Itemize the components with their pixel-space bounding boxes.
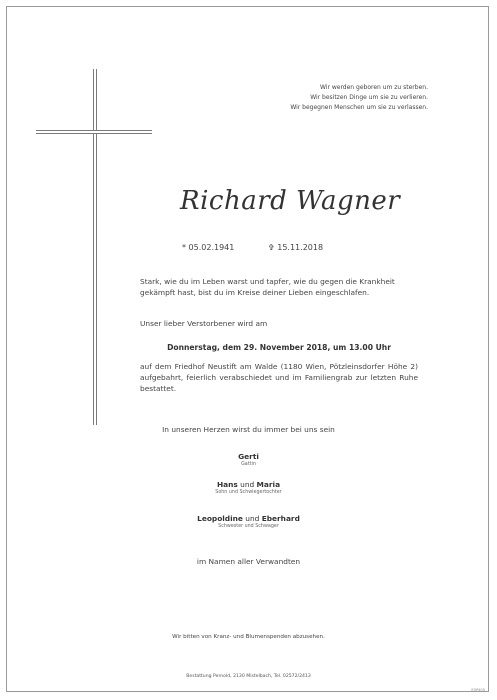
family-member-names [0, 452, 497, 461]
cross-vertical-bar [93, 69, 97, 425]
family-member [0, 514, 497, 529]
family-member-names [0, 514, 497, 523]
burial-details: auf dem Friedhof Neustift am Walde (1180 Wien, Pötzleinsdorfer Höhe 2) aufgebahrt, feierlich verabschiedet und im Familiengrab zur letzten Ruhe bestattet. [140, 362, 418, 393]
verse-line: Wir werden geboren um zu sterben. [320, 84, 428, 91]
family-connector: und [242, 514, 262, 523]
announcement-intro: Unser lieber Verstorbener wird am [140, 319, 268, 328]
family-member-name: Hans [216, 480, 238, 489]
verse-block [290, 83, 428, 113]
death-date: ✞ 15.11.2018 [268, 243, 324, 252]
verse-line: Wir besitzen Dinge um sie zu verlieren. [310, 94, 428, 101]
tribute-paragraph: Stark, wie du im Leben warst und tapfer, wie du gegen die Krankheit gekämpft hast, bist du im Kreise deiner Lieben eingeschlafen. [140, 277, 395, 297]
family-member [0, 480, 497, 495]
family-member [0, 452, 497, 467]
relatives-line: im Namen aller Verwandten [196, 557, 301, 566]
family-member-name: Leopoldine [197, 514, 243, 523]
family-member-relation: Sohn und Schwiegertochter [215, 490, 282, 495]
family-member-name: Gerti [238, 452, 259, 461]
family-member-name: Maria [256, 480, 281, 489]
birth-date: * 05.02.1941 [182, 243, 235, 252]
print-code: E0P405 [471, 688, 485, 692]
family-member-name: Eberhard [261, 514, 300, 523]
undertaker-info: Bestattung Pernold, 2130 Mistelbach, Tel. 02572/2413 [186, 674, 311, 679]
family-member-relation: Schwester und Schwager [218, 524, 279, 529]
service-date: Donnerstag, dem 29. November 2018, um 13.00 Uhr [167, 343, 391, 352]
deceased-name: Richard Wagner [180, 186, 401, 216]
family-connector: und [237, 480, 257, 489]
hearts-line: In unseren Herzen wirst du immer bei uns sein [162, 425, 335, 434]
cross-horizontal-bar [36, 130, 152, 134]
family-member-relation: Gattin [241, 462, 256, 467]
verse-line: Wir begegnen Menschen um sie zu verlassen. [290, 104, 428, 111]
family-member-names [0, 480, 497, 489]
flowers-request: Wir bitten von Kranz- und Blumenspenden abzusehen. [172, 634, 325, 640]
